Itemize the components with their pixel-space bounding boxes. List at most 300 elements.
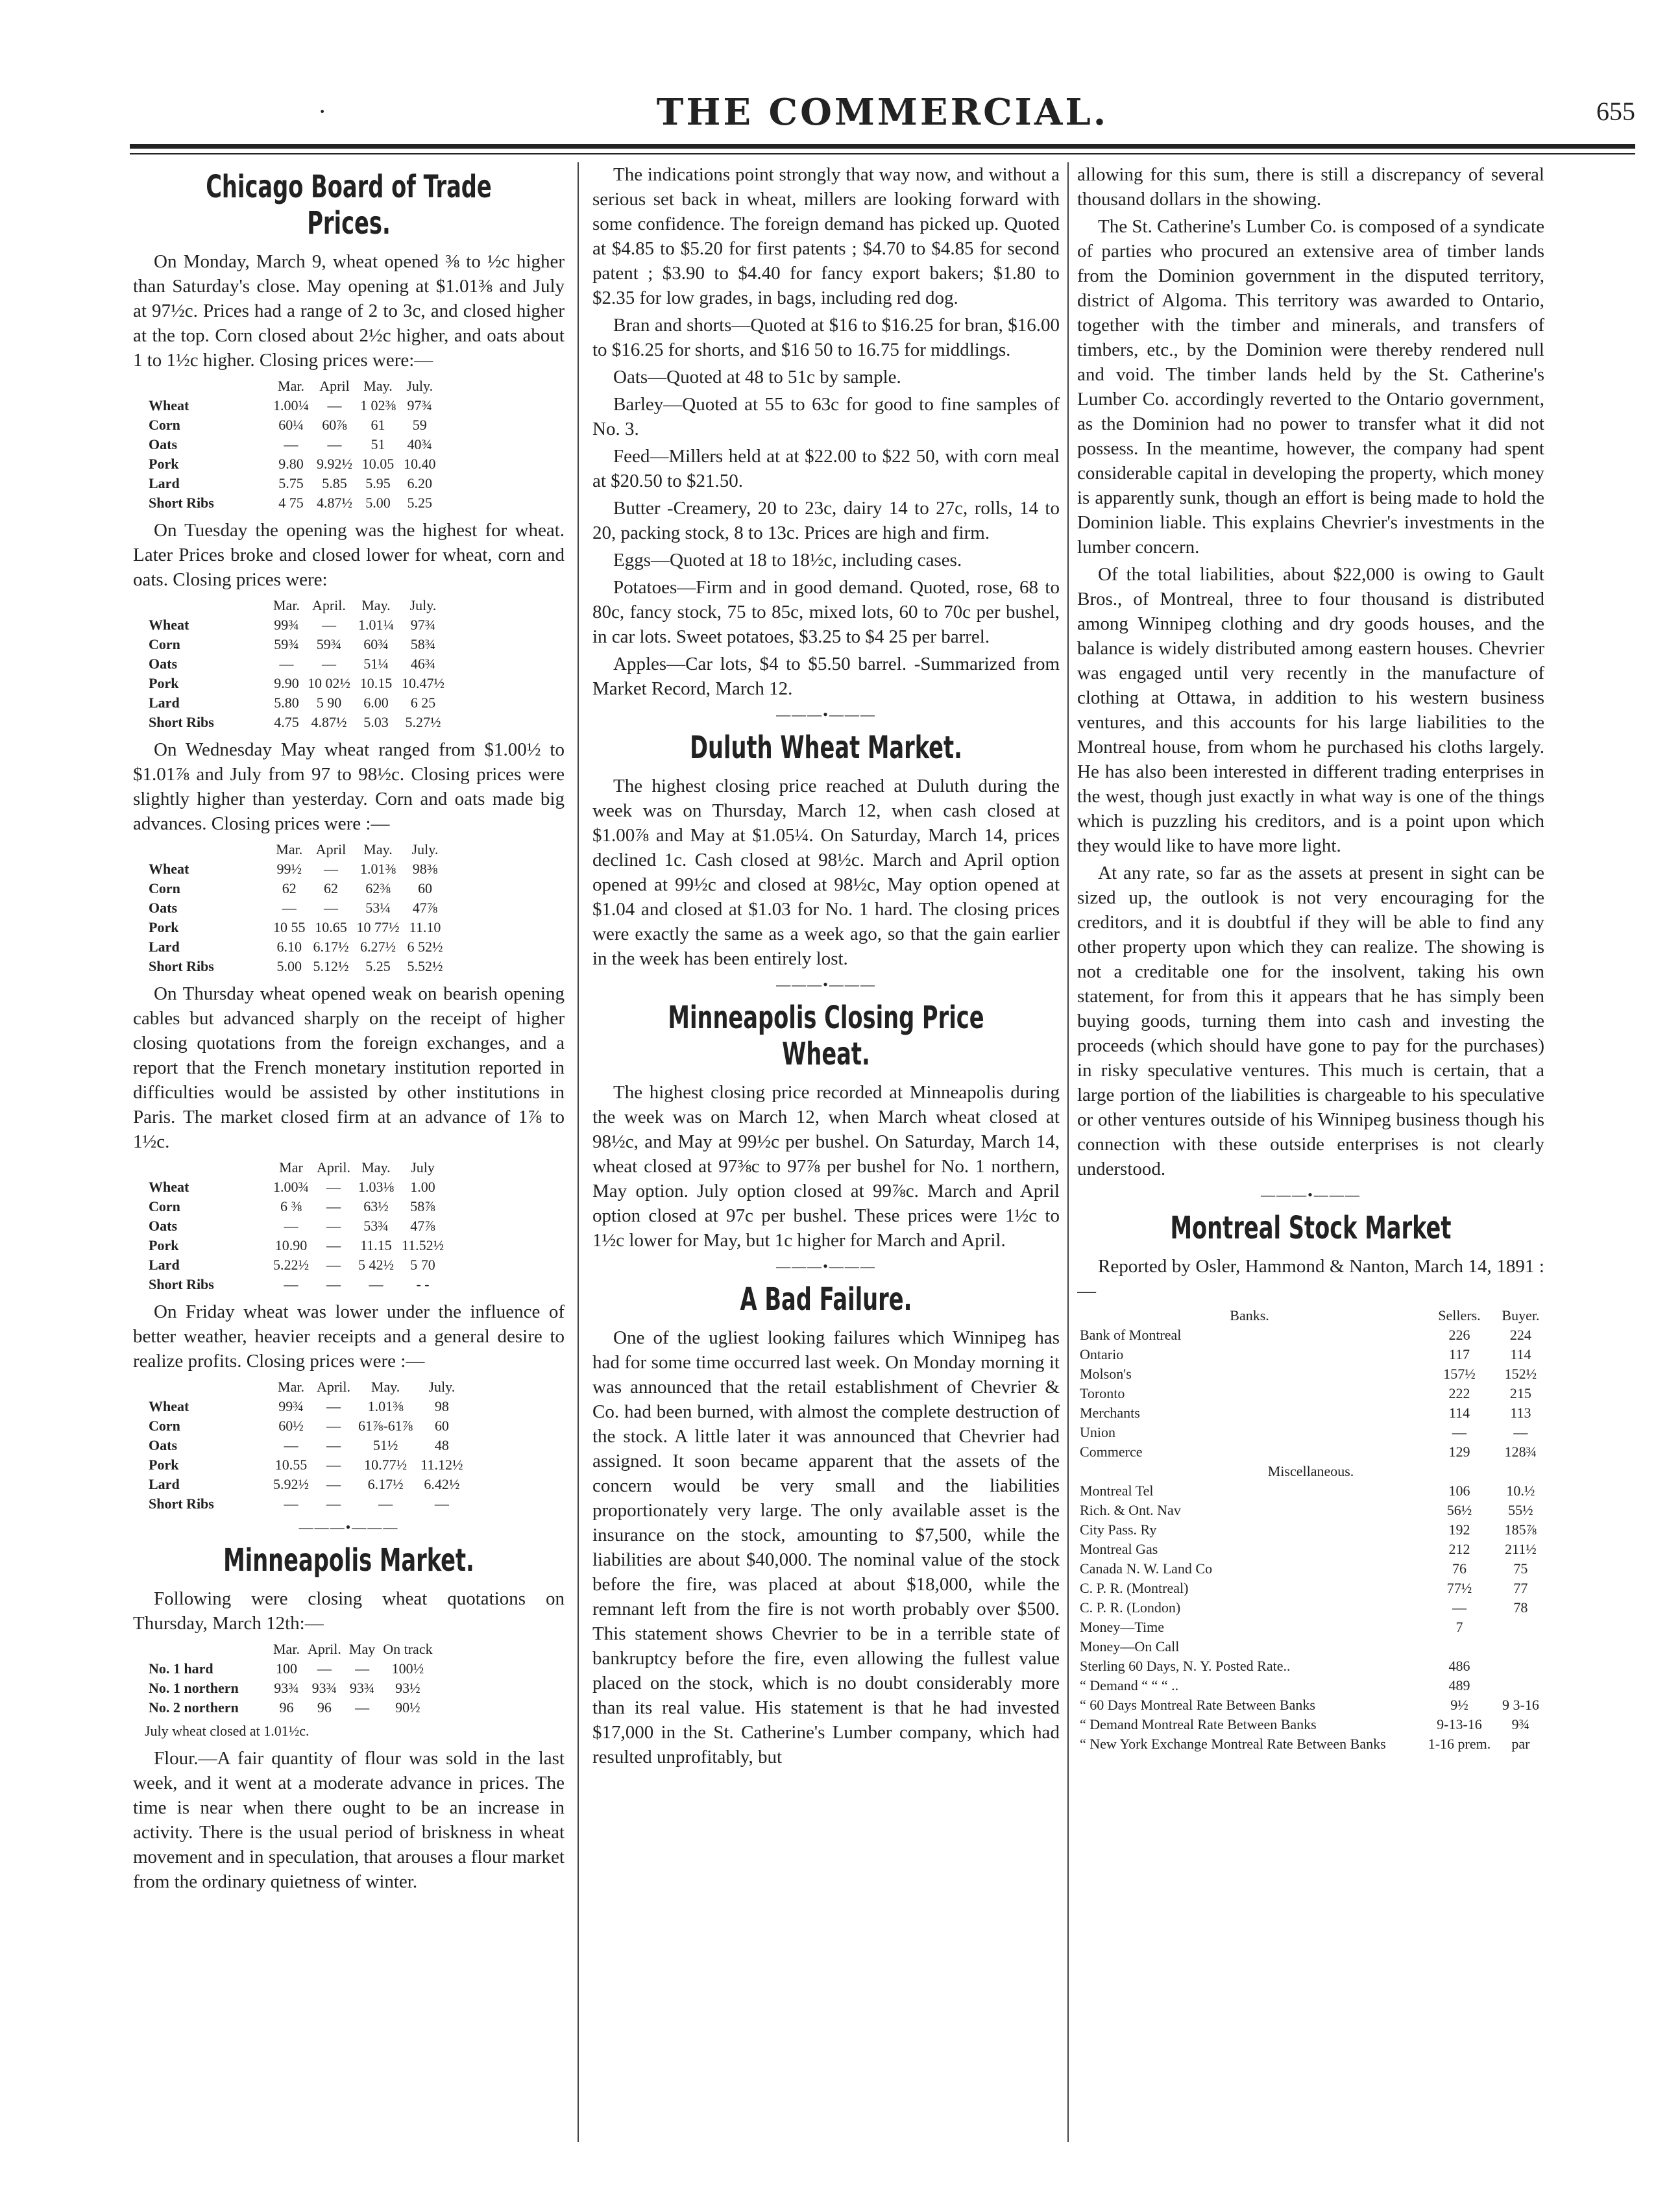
sellers-price: 106	[1448, 1483, 1470, 1499]
table-row	[145, 1177, 448, 1197]
column-1	[133, 162, 565, 1897]
table-header-row	[145, 1377, 467, 1397]
table-row	[145, 1275, 448, 1294]
misc-header-row	[1077, 1462, 1544, 1481]
commodity-label: Short Ribs	[149, 714, 214, 730]
buyers-price	[1497, 1676, 1544, 1695]
price-cell: —	[326, 1418, 341, 1434]
stock-header-row	[1077, 1306, 1544, 1325]
table-row	[145, 454, 440, 474]
buyers-price: 211½	[1505, 1541, 1537, 1557]
sellers-price: 157½	[1443, 1366, 1476, 1382]
price-cell: 47⅞	[410, 1218, 435, 1234]
bad-failure-paragraph: One of the ugliest looking failures which Winnipeg has had for some time occurred last week. On Monday morning it was announced that the retail establishment of Chevrier & Co. had been burned, with almost the complete destruction of the stock. A little later it was announced that Chevrier had assigned. It soon became apparent that the assets of the concern would be very small and the liabilities proportionately very large. The only available asset is the insurance on the stock, amounting to $7,500, while the liabilities are about $40,000. The nominal value of the stock before the fire, was placed at about $18,000, while the remnant left from the fire is not worth probably over $500. This statement shows Chevrier to be in a terrible state of bankruptcy before the fire, even allowing the fullest value placed on the stock, which is no doubt considerably more than its real value. His statement is that he had invested $17,000 in the St. Catherine's Lumber company, which had resulted unprofitably, but	[592, 1327, 1060, 1767]
price-cell: 5.00	[276, 958, 302, 974]
sellers-price: 9-13-16	[1437, 1716, 1482, 1732]
barley-paragraph: Barley—Quoted at 55 to 63c for good to fine samples of No. 3.	[592, 394, 1060, 439]
price-cell: —	[326, 1237, 341, 1253]
commodity-label: Corn	[149, 417, 180, 433]
price-cell: 6.17½	[367, 1476, 404, 1492]
price-cell: 6 52½	[407, 939, 443, 955]
stock-row	[1077, 1540, 1544, 1559]
duluth-heading: Duluth Wheat Market.	[690, 730, 962, 766]
masthead-thick-rule	[130, 144, 1635, 149]
stock-row	[1077, 1734, 1544, 1754]
table-row	[145, 1416, 467, 1436]
stock-row	[1077, 1442, 1544, 1462]
price-table-monday	[145, 376, 440, 513]
stock-name: Money—Time	[1080, 1619, 1164, 1635]
table-header-row	[145, 376, 440, 396]
commodity-label: Lard	[149, 1476, 180, 1492]
price-cell: 1.01⅜	[360, 861, 396, 877]
column-2	[592, 162, 1060, 1772]
table-header-row	[145, 1640, 437, 1659]
sellers-price: 226	[1448, 1327, 1470, 1343]
price-cell: —	[326, 1179, 341, 1195]
commodity-label: Lard	[149, 1257, 180, 1273]
price-cell: 1.03⅛	[358, 1179, 394, 1195]
commodity-label: No. 1 northern	[149, 1680, 239, 1696]
price-cell: 5.95	[365, 475, 391, 491]
price-cell: 5.52½	[407, 958, 443, 974]
price-table-thursday	[145, 1158, 448, 1294]
column-header	[145, 1158, 269, 1177]
price-cell: —	[326, 1476, 341, 1492]
stock-name: Bank of Montreal	[1080, 1327, 1182, 1343]
sellers-price: 7	[1455, 1619, 1463, 1635]
commodity-label: Wheat	[149, 861, 189, 877]
price-cell: 6.42½	[424, 1476, 460, 1492]
price-cell: 62	[282, 880, 297, 896]
price-table-wednesday	[145, 840, 447, 976]
price-cell: —	[317, 1660, 332, 1677]
table-row	[145, 898, 447, 918]
column-header: Mar.	[278, 378, 304, 394]
stock-row	[1077, 1695, 1544, 1715]
stock-row	[1077, 1520, 1544, 1540]
column-header	[145, 376, 269, 396]
price-cell: 58¾	[410, 636, 436, 652]
sellers-price: 486	[1448, 1658, 1470, 1674]
price-cell: —	[321, 656, 336, 672]
column-header: May.	[361, 1159, 391, 1175]
price-cell: 96	[279, 1699, 294, 1716]
misc-rows	[1077, 1481, 1544, 1754]
table-row	[145, 1494, 467, 1514]
table-header-row	[145, 1158, 448, 1177]
sellers-price: 222	[1448, 1385, 1470, 1401]
price-cell: 98⅜	[412, 861, 438, 877]
price-cell: —	[326, 1398, 341, 1414]
price-cell: 61	[371, 417, 385, 433]
stock-name: C. P. R. (London)	[1080, 1599, 1181, 1616]
commodity-label: Oats	[149, 656, 177, 672]
section-separator: ———•———	[298, 1519, 399, 1535]
commodity-label: Short Ribs	[149, 495, 214, 511]
sellers-price: 212	[1448, 1541, 1470, 1557]
column-header: July.	[409, 597, 437, 613]
commodity-label: Corn	[149, 636, 180, 652]
price-cell: —	[324, 900, 338, 916]
apples-paragraph: Apples—Car lots, $4 to $5.50 barrel. -Summarized from Market Record, March 12.	[592, 654, 1060, 699]
price-cell: 100½	[391, 1660, 424, 1677]
buyers-price: 113	[1510, 1405, 1531, 1421]
price-cell: 5.85	[322, 475, 347, 491]
column-header: May.	[363, 378, 393, 394]
sellers-price: 117	[1448, 1346, 1470, 1362]
price-cell: —	[327, 397, 342, 413]
price-cell: 11.15	[360, 1237, 392, 1253]
stock-row	[1077, 1676, 1544, 1695]
buyers-price: 75	[1513, 1560, 1528, 1577]
stock-row	[1077, 1501, 1544, 1520]
july-wheat-note: July wheat closed at 1.01½c.	[145, 1723, 310, 1739]
price-cell: —	[326, 1437, 341, 1453]
price-cell: 10.55	[274, 1457, 308, 1473]
sellers-header: Sellers.	[1438, 1307, 1481, 1323]
flour-paragraph: Flour.—A fair quantity of flour was sold in the last week, and it went at a moderate advance in prices. The time is near when there ought to be an increase in activity. There is the usual period of briskness in wheat movement and in speculation, that arouses a flour market from the ordinary quietness of winter.	[133, 1748, 565, 1892]
column-header: Mar.	[278, 1379, 304, 1395]
price-cell: 1 02⅜	[360, 397, 396, 413]
price-cell: —	[284, 1276, 298, 1292]
buyers-price: 55½	[1508, 1502, 1533, 1518]
stock-name: Molson's	[1080, 1366, 1132, 1382]
commodity-label: Pork	[149, 919, 179, 935]
price-cell: 51¼	[363, 656, 389, 672]
sellers-price: 77½	[1446, 1580, 1472, 1596]
price-cell: 53¾	[363, 1218, 389, 1234]
table-row	[145, 1197, 448, 1216]
lumber-paragraph: The St. Catherine's Lumber Co. is composed of a syndicate of parties who procured an extensive area of timber lands from the Dominion government in the disputed territory, district of Algoma. This territory was awarded to Ontario, together with the timber and minerals, and transfers of timbers, etc., by the Dominion were thereby rendered null and void. The timber lands held by the St. Catherine's Lumber Co. accordingly reverted to the Ontario government, as the Dominion had no power to transfer what it did not possess. In the meantime, however, the company had spent considerable capital in developing the property, which money is apparently sunk, though an effort is being made to hold the Dominion liable. This explains Chevrier's investments in the lumber concern.	[1077, 216, 1544, 558]
chicago-heading: Chicago Board of Trade Prices.	[206, 169, 492, 241]
price-cell: —	[326, 1257, 341, 1273]
table-row	[145, 693, 448, 713]
column-header	[145, 840, 269, 859]
stock-row	[1077, 1384, 1544, 1403]
price-cell: 60¾	[363, 636, 389, 652]
price-cell: —	[279, 656, 294, 672]
price-cell: —	[284, 1218, 298, 1234]
price-cell: 48	[434, 1437, 449, 1453]
stock-row	[1077, 1481, 1544, 1501]
commodity-label: Wheat	[149, 1398, 189, 1414]
price-cell: 1.00¾	[273, 1179, 309, 1195]
buyers-price: 152½	[1504, 1366, 1537, 1382]
buyers-price: 114	[1510, 1346, 1531, 1362]
price-cell: 99¾	[274, 617, 299, 633]
stock-table	[1077, 1306, 1544, 1754]
section-separator: ———•———	[776, 976, 876, 992]
column-header: April.	[307, 1641, 341, 1657]
column-3	[1077, 162, 1544, 1754]
buyers-price: 10.½	[1506, 1483, 1535, 1499]
price-cell: 10.05	[361, 456, 395, 472]
stock-name: “ 60 Days Montreal Rate Between Banks	[1080, 1697, 1315, 1713]
column-header: May.	[363, 841, 393, 857]
price-cell: —	[327, 436, 342, 452]
table-row	[145, 615, 448, 635]
column-header: April.	[311, 597, 346, 613]
price-cell: 60½	[278, 1418, 304, 1434]
column-header	[145, 1377, 269, 1397]
stock-row	[1077, 1423, 1544, 1442]
price-cell: 96	[317, 1699, 332, 1716]
column-header: July.	[411, 841, 439, 857]
sellers-price: 489	[1448, 1677, 1470, 1693]
stock-name: Montreal Gas	[1080, 1541, 1158, 1557]
price-cell: 5.92½	[273, 1476, 309, 1492]
price-cell: 58⅞	[410, 1198, 435, 1214]
butter-paragraph: Butter -Creamery, 20 to 23c, dairy 14 to 27c, rolls, 14 to 20, packing stock, 8 to 13c. Prices are high and firm.	[592, 498, 1060, 543]
table-row	[145, 415, 440, 435]
price-cell: —	[282, 900, 297, 916]
column-header: May.	[361, 597, 391, 613]
table-row	[145, 493, 440, 513]
feed-paragraph: Feed—Millers held at at $22.00 to $22 50, with corn meal at $20.50 to $21.50.	[592, 446, 1060, 491]
table-row	[145, 1679, 437, 1698]
stock-name: Toronto	[1080, 1385, 1125, 1401]
table-row	[145, 474, 440, 493]
stock-report-line: Reported by Osler, Hammond & Nanton, March 14, 1891 :—	[1077, 1256, 1544, 1301]
minneapolis-table	[145, 1640, 437, 1717]
sellers-price: 114	[1448, 1405, 1470, 1421]
stock-row	[1077, 1364, 1544, 1384]
price-cell: 46¾	[410, 656, 436, 672]
buyers-price: 215	[1509, 1385, 1531, 1401]
indications-paragraph: The indications point strongly that way now, and without a serious set back in wheat, millers are looking forward with some confidence. The foreign demand has picked up. Quoted at $4.85 to $5.20 for first patents ; $4.70 to $4.85 for second patent ; $3.90 to $4.40 for fancy export bakers; $1.80 to $2.35 for low grades, in bags, including red dog.	[592, 164, 1060, 308]
price-cell: —	[355, 1699, 370, 1716]
column-header: July	[411, 1159, 435, 1175]
price-cell: 51	[371, 436, 385, 452]
price-cell: 6.27½	[360, 939, 396, 955]
price-cell: —	[326, 1276, 341, 1292]
stock-name: “ Demand “ “ “ ..	[1080, 1677, 1179, 1693]
commodity-label: Lard	[149, 939, 180, 955]
stock-row	[1077, 1618, 1544, 1637]
price-cell: 5 90	[316, 695, 342, 711]
price-cell: —	[284, 1437, 298, 1453]
price-cell: 98	[434, 1398, 449, 1414]
price-cell: —	[326, 1495, 341, 1512]
price-cell: 4.75	[274, 714, 299, 730]
section-separator: ———•———	[1261, 1187, 1361, 1203]
price-cell: 99½	[276, 861, 302, 877]
price-cell: 62	[324, 880, 338, 896]
buyers-price	[1497, 1637, 1544, 1656]
buyers-price	[1497, 1618, 1544, 1637]
table-row	[145, 859, 447, 879]
price-cell: 59¾	[274, 636, 299, 652]
eggs-paragraph: Eggs—Quoted at 18 to 18½c, including cases.	[613, 550, 962, 571]
price-cell: 60	[434, 1418, 449, 1434]
sellers-price: 56½	[1446, 1502, 1472, 1518]
price-cell: 9.90	[274, 675, 299, 691]
commodity-label: Wheat	[149, 397, 189, 413]
stock-name: Commerce	[1080, 1444, 1143, 1460]
stock-name: City Pass. Ry	[1080, 1521, 1157, 1538]
price-cell: 5.25	[365, 958, 391, 974]
column-header: April.	[317, 1159, 350, 1175]
commodity-label: Short Ribs	[149, 958, 214, 974]
commodity-label: Pork	[149, 1237, 179, 1253]
price-cell: 93¾	[349, 1680, 375, 1696]
price-cell: 5.12½	[313, 958, 349, 974]
table-row	[145, 879, 447, 898]
sellers-price: 1-16 prem.	[1428, 1736, 1491, 1752]
column-header: July.	[406, 378, 433, 394]
price-cell: 97¾	[410, 617, 436, 633]
table-row	[145, 713, 448, 732]
commodity-label: Short Ribs	[149, 1495, 214, 1512]
commodity-label: Oats	[149, 1437, 177, 1453]
stock-name: “ New York Exchange Montreal Rate Between Banks	[1080, 1736, 1386, 1752]
price-cell: 10.40	[404, 456, 436, 472]
buyers-price: 185⅞	[1504, 1521, 1537, 1538]
price-cell: 5.00	[365, 495, 391, 511]
table-row	[145, 1397, 467, 1416]
price-cell: 1.01¼	[358, 617, 394, 633]
price-cell: 11.10	[409, 919, 441, 935]
price-cell: 10 55	[273, 919, 306, 935]
price-cell: 5.80	[274, 695, 299, 711]
chicago-thursday: On Thursday wheat opened weak on bearish opening cables but advanced sharply on the receipt of higher closing quotations from the foreign exchanges, and a report that the French monetary institution reported in difficulties would be assisted by other institutions in Paris. The market closed firm at an advance of 1⅞ to 1½c.	[133, 983, 565, 1152]
price-cell: —	[369, 1276, 383, 1292]
commodity-label: Pork	[149, 1457, 179, 1473]
column-header: April	[319, 378, 350, 394]
stock-name: Union	[1080, 1424, 1115, 1440]
sellers-price	[1422, 1637, 1497, 1656]
price-cell: 62⅜	[365, 880, 391, 896]
price-cell: 5 70	[410, 1257, 435, 1273]
column-header: Mar.	[273, 1641, 300, 1657]
price-cell: 10.90	[274, 1237, 308, 1253]
price-cell: 63½	[363, 1198, 389, 1214]
price-table-friday	[145, 1377, 467, 1514]
commodity-label: Pork	[149, 675, 179, 691]
table-row	[145, 1455, 467, 1475]
buyers-price: 9 3-16	[1502, 1697, 1539, 1713]
chicago-wednesday: On Wednesday May wheat ranged from $1.00½ to $1.01⅞ and July from 97 to 98½c. Closing prices were slightly higher than yesterday. Corn and oats made big advances. Closing prices were :—	[133, 739, 565, 834]
table-row	[145, 1236, 448, 1255]
stock-row	[1077, 1637, 1544, 1656]
price-cell: 100	[275, 1660, 297, 1677]
table-row	[145, 1216, 448, 1236]
price-cell: 4.87½	[311, 714, 347, 730]
sellers-price: 192	[1448, 1521, 1470, 1538]
liabilities-paragraph: Of the total liabilities, about $22,000 is owing to Gault Bros., of Montreal, three to four thousand is distributed among Winnipeg clothing and dry goods houses, and the balance is widely distributed among eastern houses. Chevrier was engaged until very recently in the manufacture of clothing at Ottawa, in addition to his western business ventures, and this accounts for his large liabilities to the Montreal house, from whom he purchased his cloths largely. He has also been interested in different trading enterprises in the west, though just exactly in what way is one of the things which is puzzling his creditors, and is a point upon which they would like to have more light.	[1077, 564, 1544, 856]
price-cell: 11.12½	[420, 1457, 463, 1473]
chicago-friday: On Friday wheat was lower under the influence of better weather, heavier receipts and a general desire to realize profits. Closing prices were :—	[133, 1301, 565, 1372]
price-cell: —	[326, 1457, 341, 1473]
duluth-paragraph: The highest closing price reached at Duluth during the week was on Thursday, March 12, when cash closed at $1.00⅞ and May at $1.05¼. On Saturday, March 14, prices declined 1c. Cash closed at 98½c. March and April option opened at 99½c and closed at 98½c, May option opened at $1.04 and closed at $1.03 for No. 1 hard. The closing prices were exactly the same as a week ago, so that the gain earlier in the week has been entirely lost.	[592, 776, 1060, 969]
price-cell: 4 75	[278, 495, 304, 511]
price-cell: 1.00	[410, 1179, 435, 1195]
stock-row	[1077, 1656, 1544, 1676]
price-cell: 5 42½	[358, 1257, 394, 1273]
stock-row	[1077, 1345, 1544, 1364]
price-cell: 10 02½	[307, 675, 350, 691]
commodity-label: Lard	[149, 475, 180, 491]
buyers-price	[1497, 1656, 1544, 1676]
sellers-price: 129	[1448, 1444, 1470, 1460]
price-cell: —	[326, 1198, 341, 1214]
commodity-label: Lard	[149, 695, 180, 711]
column-divider-1	[578, 162, 579, 2142]
stock-row	[1077, 1715, 1544, 1734]
masthead	[130, 91, 1635, 134]
price-cell: 60	[418, 880, 432, 896]
stock-row	[1077, 1325, 1544, 1345]
banks-header: Banks.	[1230, 1307, 1269, 1323]
commodity-label: No. 2 northern	[149, 1699, 239, 1716]
column-header: On track	[383, 1641, 433, 1657]
minneapolis-closing-paragraph: The highest closing price recorded at Minneapolis during the week was on March 12, when March wheat closed at 98½c, and May at 99½c per bushel. On Saturday, March 14, wheat closed at 97⅜c to 97⅞ per bushel for No. 1 northern, May option. July option closed at 99⅞c. March and April option closed at 97c per bushel. These prices were 1½c to 1½c lower for May, but 1c higher for March and April.	[592, 1082, 1060, 1251]
masthead-dot: ·	[318, 97, 327, 126]
commodity-label: Short Ribs	[149, 1276, 214, 1292]
price-cell: 5.03	[363, 714, 389, 730]
stock-name: Montreal Tel	[1080, 1483, 1154, 1499]
price-cell: 47⅞	[412, 900, 438, 916]
outlook-paragraph: At any rate, so far as the assets at present in sight can be sized up, the outlook is not very encouraging for the creditors, and it is doubtful if they will be able to find any other property upon which they can realize. The showing is not a creditable one for the insolvent, taking his own statement, for from this it appears that he has simply been buying goods, turning them into cash and investing the proceeds (which should have gone to pay for the purchases) in risky speculative ventures. This much is certain, that a large portion of the liabilities is chargeable to his speculative or other ventures outside of his Winnipeg business though his connection with these outside enterprises is not clearly understood.	[1077, 863, 1544, 1179]
column-header: April.	[317, 1379, 350, 1395]
oats-paragraph: Oats—Quoted at 48 to 51c by sample.	[613, 367, 901, 388]
minneapolis-intro: Following were closing wheat quotations on Thursday, March 12th:—	[133, 1588, 565, 1634]
commodity-label: Wheat	[149, 617, 189, 633]
misc-header: Miscellaneous.	[1267, 1463, 1354, 1479]
failure-continued: allowing for this sum, there is still a discrepancy of several thousand dollars in the showing.	[1077, 164, 1544, 210]
commodity-label: Pork	[149, 456, 179, 472]
column-header: May.	[371, 1379, 400, 1395]
buyers-price: —	[1513, 1424, 1528, 1440]
banks-rows	[1077, 1325, 1544, 1462]
price-cell: 6.10	[276, 939, 302, 955]
price-cell: 40¾	[407, 436, 432, 452]
table-row	[145, 396, 440, 415]
price-cell: —	[321, 617, 336, 633]
price-cell: 60¼	[278, 417, 304, 433]
commodity-label: Oats	[149, 436, 177, 452]
buyers-price: 224	[1509, 1327, 1531, 1343]
stock-name: Merchants	[1080, 1405, 1140, 1421]
table-row	[145, 674, 448, 693]
stock-name: Money—On Call	[1080, 1638, 1180, 1655]
column-header	[145, 596, 269, 615]
commodity-label: Corn	[149, 1198, 180, 1214]
table-row	[145, 918, 447, 937]
table-row	[145, 435, 440, 454]
column-header: Mar	[279, 1159, 303, 1175]
price-cell: 51½	[372, 1437, 398, 1453]
price-cell: 5.27½	[405, 714, 441, 730]
price-cell: 99¾	[278, 1398, 304, 1414]
price-cell: —	[355, 1660, 370, 1677]
stock-name: Canada N. W. Land Co	[1080, 1560, 1213, 1577]
buyers-price: 77	[1513, 1580, 1528, 1596]
price-cell: 9.92½	[317, 456, 352, 472]
page-title: THE COMMERCIAL.	[656, 91, 1109, 134]
buyers-price: par	[1511, 1736, 1530, 1752]
commodity-label: Corn	[149, 880, 180, 896]
price-cell: 5.25	[407, 495, 432, 511]
buyers-price: 128¾	[1504, 1444, 1537, 1460]
price-cell: 10 77½	[356, 919, 400, 935]
section-separator: ———•———	[776, 706, 876, 722]
price-cell: 59	[412, 417, 427, 433]
price-cell: 4.87½	[317, 495, 352, 511]
table-row	[145, 1698, 437, 1717]
column-header: Mar.	[276, 841, 303, 857]
